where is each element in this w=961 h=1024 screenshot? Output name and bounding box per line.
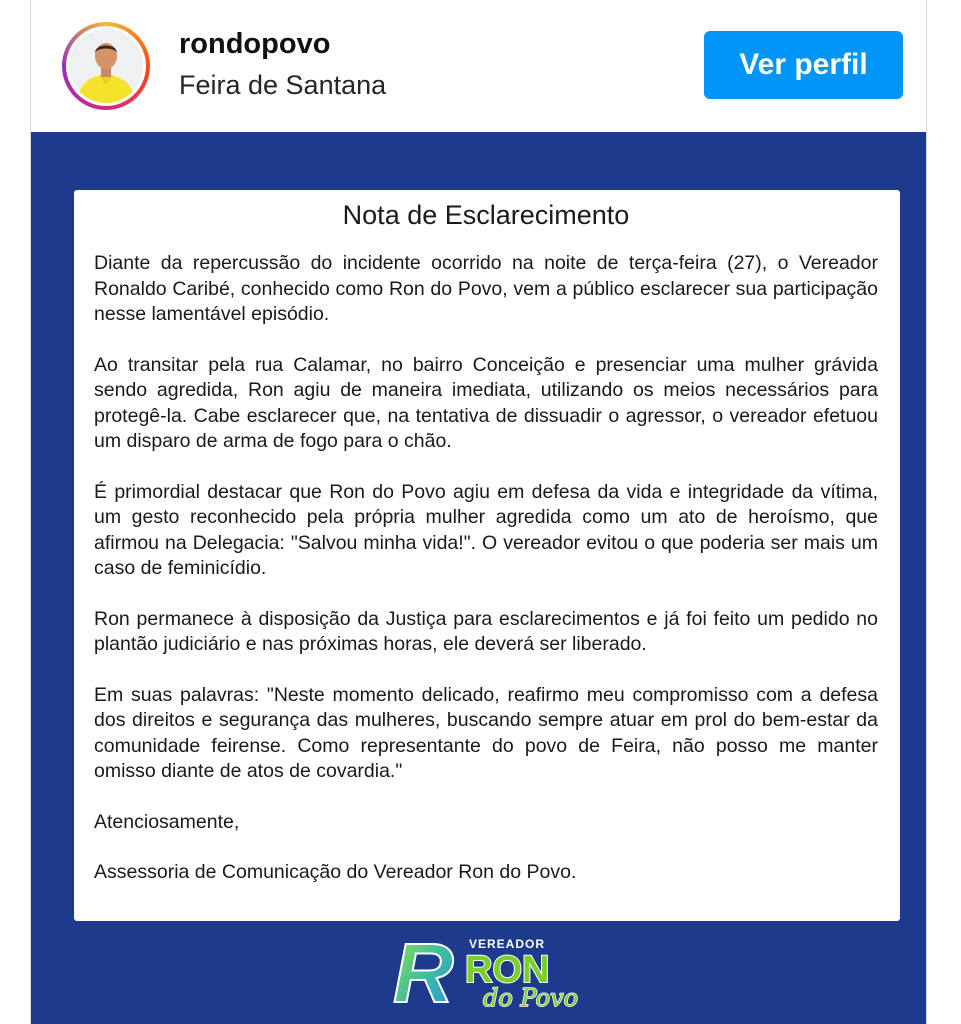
logo-top-text: VEREADOR	[469, 937, 546, 951]
note-paragraph: Ron permanece à disposição da Justiça para esclarecimentos e já foi feito um pedido no plantão judiciário e nas próximas horas, ele deverá ser liberado.	[94, 607, 878, 655]
ron-do-povo-logo	[391, 930, 591, 1015]
logo-name: RON	[465, 949, 550, 991]
clarification-note	[74, 190, 900, 921]
logo-letter: R	[393, 930, 454, 1015]
logo-script: do Povo	[483, 984, 579, 1012]
profile-location[interactable]: Feira de Santana	[179, 70, 387, 100]
note-paragraph: É primordial destacar que Ron do Povo agiu em defesa da vida e integridade da vítima, um gesto reconhecido pela própria mulher agredida como um ato de heroísmo, que afirmou na Delegacia: "Salvou minha vida!". O vereador evitou o que poderia ser mais um caso de feminicídio.	[94, 480, 878, 579]
note-paragraph: Em suas palavras: "Neste momento delicado, reafirmo meu compromisso com a defesa dos direitos e segurança das mulheres, buscando sempre atuar em prol do bem-estar da comunidade feirense. Como representante do povo de Feira, não posso me manter omisso diante de atos de covardia."	[94, 683, 878, 782]
avatar	[69, 29, 143, 103]
profile-username[interactable]: rondopovo	[179, 28, 331, 60]
note-closing: Atenciosamente,	[94, 810, 240, 833]
avatar-story-ring[interactable]	[62, 22, 150, 110]
post-header	[31, 0, 926, 132]
avatar-photo	[69, 29, 143, 103]
view-profile-button[interactable]: Ver perfil	[704, 31, 903, 99]
note-paragraph: Diante da repercussão do incidente ocorrido na noite de terça-feira (27), o Vereador Ronaldo Caribé, conhecido como Ron do Povo, vem a público esclarecer sua participação nesse lamentável episódio.	[94, 252, 878, 325]
post-image[interactable]	[31, 132, 926, 1024]
instagram-embed	[30, 0, 927, 1024]
note-title: Nota de Esclarecimento	[342, 200, 630, 230]
note-signature: Assessoria de Comunicação do Vereador Ron do Povo.	[94, 861, 577, 883]
note-paragraph: Ao transitar pela rua Calamar, no bairro Conceição e presenciar uma mulher grávida sendo agredida, Ron agiu de maneira imediata, utilizando os meios necessários para protegê-la. Cabe esclarecer que, na tentativa de dissuadir o agressor, o vereador efetuou um disparo de arma de fogo para o chão.	[94, 353, 878, 452]
